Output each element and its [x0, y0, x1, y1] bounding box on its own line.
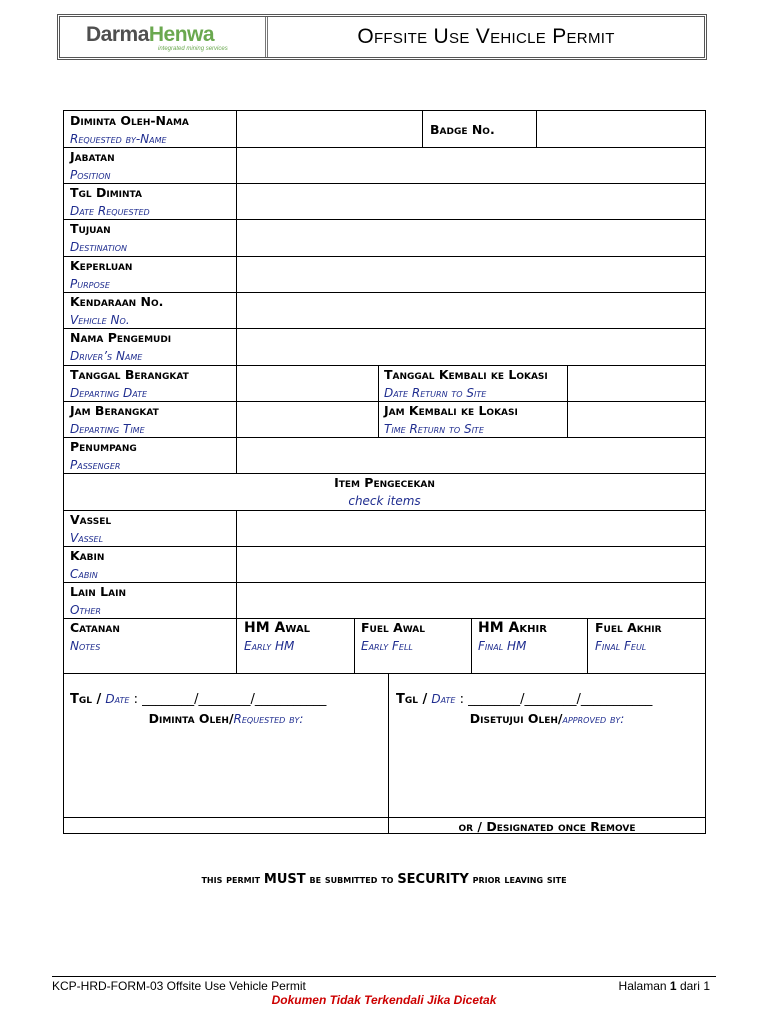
- page-indicator: Halaman 1 dari 1: [618, 979, 710, 993]
- approver-date-field: Tgl / Date : ________/________/___________: [396, 692, 653, 707]
- logo-tagline: integrated mining services: [158, 46, 228, 52]
- departing-time-label: Jam Berangkat Departing Time: [70, 403, 159, 436]
- purpose-label: Keperluan Purpose: [70, 258, 133, 291]
- footer-divider: [52, 976, 716, 977]
- notes-label: Catanan Notes: [70, 620, 120, 653]
- vehicle-no-label: Kendaraan No. Vehicle No.: [70, 294, 164, 327]
- grid-line: [388, 673, 389, 833]
- grid-line: [64, 510, 705, 511]
- driver-name-label: Nama Pengemudi Driver’s Name: [70, 330, 172, 363]
- return-date-label: Tanggal Kembali ke Lokasi Date Return to Site: [384, 367, 548, 400]
- grid-line: [471, 618, 472, 674]
- uncontrolled-document-warning: Dokumen Tidak Terkendali Jika Dicetak: [271, 993, 497, 1007]
- grid-line: [64, 183, 705, 184]
- grid-line: [536, 111, 537, 148]
- badge-no-label: Badge No.: [430, 122, 495, 137]
- fuel-akhir-label: Fuel Akhir Final Feul: [595, 620, 662, 653]
- date-requested-label: Tgl Diminta Date Requested: [70, 185, 150, 218]
- designated-label: or / Designated once Remove: [458, 819, 636, 834]
- grid-line: [64, 219, 705, 220]
- grid-line: [64, 582, 705, 583]
- submission-notice: this permit MUST be submitted to SECURITY prior leaving site: [201, 872, 567, 887]
- grid-line: [236, 510, 237, 619]
- vassel-label: Vassel Vassel: [70, 512, 112, 545]
- grid-line: [354, 618, 355, 674]
- check-items-heading: Item Pengecekan check items: [334, 475, 435, 508]
- departing-date-label: Tanggal Berangkat Departing Date: [70, 367, 189, 400]
- requester-date-field: Tgl / Date : ________/________/___________: [70, 692, 327, 707]
- hm-awal-label: HM Awal Early HM: [244, 620, 311, 653]
- passenger-label: Penumpang Passenger: [70, 439, 137, 472]
- requested-by-label: Diminta Oleh-Nama Requested by-Name: [70, 113, 189, 146]
- logo-box: [60, 17, 268, 57]
- position-label: Jabatan Position: [70, 149, 115, 182]
- grid-line: [64, 546, 705, 547]
- document-header: [57, 14, 707, 60]
- fuel-awal-label: Fuel Awal Early Fell: [361, 620, 425, 653]
- grid-line: [378, 365, 379, 438]
- destination-label: Tujuan Destination: [70, 221, 128, 254]
- company-logo: DarmaHenwa: [86, 23, 215, 46]
- return-time-label: Jam Kembali ke Lokasi Time Return to Site: [384, 403, 518, 436]
- permit-form-grid: [63, 110, 706, 834]
- grid-line: [236, 618, 237, 674]
- approved-by-signature-label: Disetujui Oleh/approved by:: [469, 711, 625, 726]
- requested-by-signature-label: Diminta Oleh/Requested by:: [148, 711, 304, 726]
- document-code: KCP-HRD-FORM-03 Offsite Use Vehicle Permit: [52, 979, 306, 993]
- grid-line: [587, 618, 588, 674]
- document-title: Offsite Use Vehicle Permit: [357, 25, 615, 48]
- hm-akhir-label: HM Akhir Final HM: [478, 620, 547, 653]
- grid-line: [422, 111, 423, 148]
- grid-line: [236, 111, 237, 474]
- other-label: Lain Lain Other: [70, 584, 126, 617]
- grid-line: [64, 256, 705, 257]
- cabin-label: Kabin Cabin: [70, 548, 105, 581]
- grid-line: [567, 365, 568, 438]
- grid-line: [64, 673, 705, 674]
